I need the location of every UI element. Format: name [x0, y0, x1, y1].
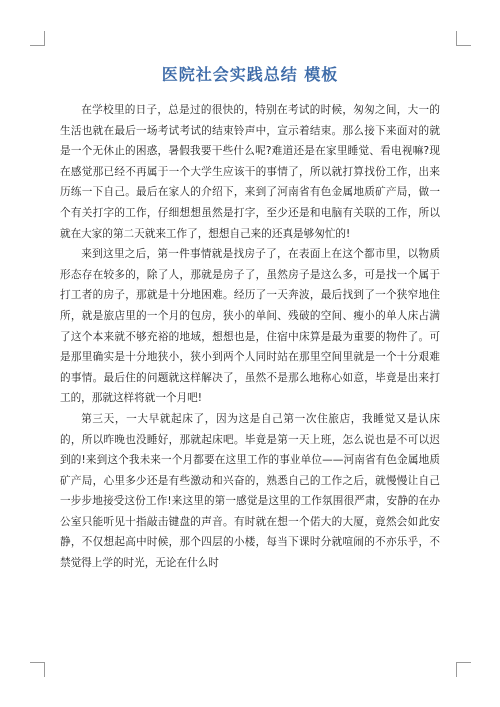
document-title: 医院社会实践总结 模板 — [161, 65, 339, 84]
paragraph-2: 来到这里之后，第一件事情就是找房子了，在表面上在这个都市里，以物质形态存在较多的，除了人，那就是房子了，虽然房子是这么多，可是找一个属于打工者的房子，那就是十分地困难。经历了一天奔波，最后找到了一个狭窄地住所，就是旅店里的一个月的包房，狭小的单间、残破的空间、瘦小的单人床占满了这个本来就不够充裕的地域，想想也是，住宿中床算是最为重要的物件了。可是那里确实是十分地狭小，狭小到两个人同时站在那里空间里就是一个十分艰难的事情。最后住的问题就这样解决了，虽然不是那么地称心如意，毕竟是出来打工的，那就这样将就一个月吧! — [60, 248, 440, 405]
paragraph-3: 第三天，一大早就起床了，因为这是自己第一次住旅店，我睡觉又是认床的，所以昨晚也没睡好，那就起床吧。毕竟是第一天上班，怎么说也是不可以迟到的!来到这个我未来一个月都要在这里工作的事业单位——河南省有色金属地质矿产局，心里多少还是有些激动和兴奋的，熟悉自己的工作之后，就慢慢让自己一步步地接受这份工作!来这里的第一感觉是这里的工作氛围很严肃，安静的在办公室只能听见十指敲击键盘的声音。有时就在想一个偌大的大厦，竟然会如此安静，不仅想起高中时候，那个四层的小楼，每当下课时分就喧闹的不亦乐乎，不禁觉得上学的时光，无论在什么时 — [60, 412, 440, 570]
paragraph-1: 在学校里的日子，总是过的很快的，特别在考试的时候，匆匆之间，大一的生活也就在最后一场考试考试的结束铃声中，宣示着结束。那么接下来面对的就是一个无休止的困惑，暑假我要干些什么呢?难道还是在家里睡觉、看电视嘛?现在感觉那已经不再属于一个大学生应该干的事情了，所以就打算找份工作，出来历练一下自己。最后在家人的介绍下，来到了河南省有色金属地质矿产局，做一个有关打字的工作，仔细想想虽然是打字，至少还是和电脑有关联的工作，所以就在大家的第二天就来工作了，想想自己来的还真是够匆忙的! — [60, 104, 440, 240]
document-body — [60, 100, 440, 574]
crop-mark-bottom-right — [456, 662, 471, 677]
crop-mark-top-left — [30, 31, 45, 46]
crop-mark-bottom-left — [30, 662, 45, 677]
crop-mark-top-right — [456, 31, 471, 46]
